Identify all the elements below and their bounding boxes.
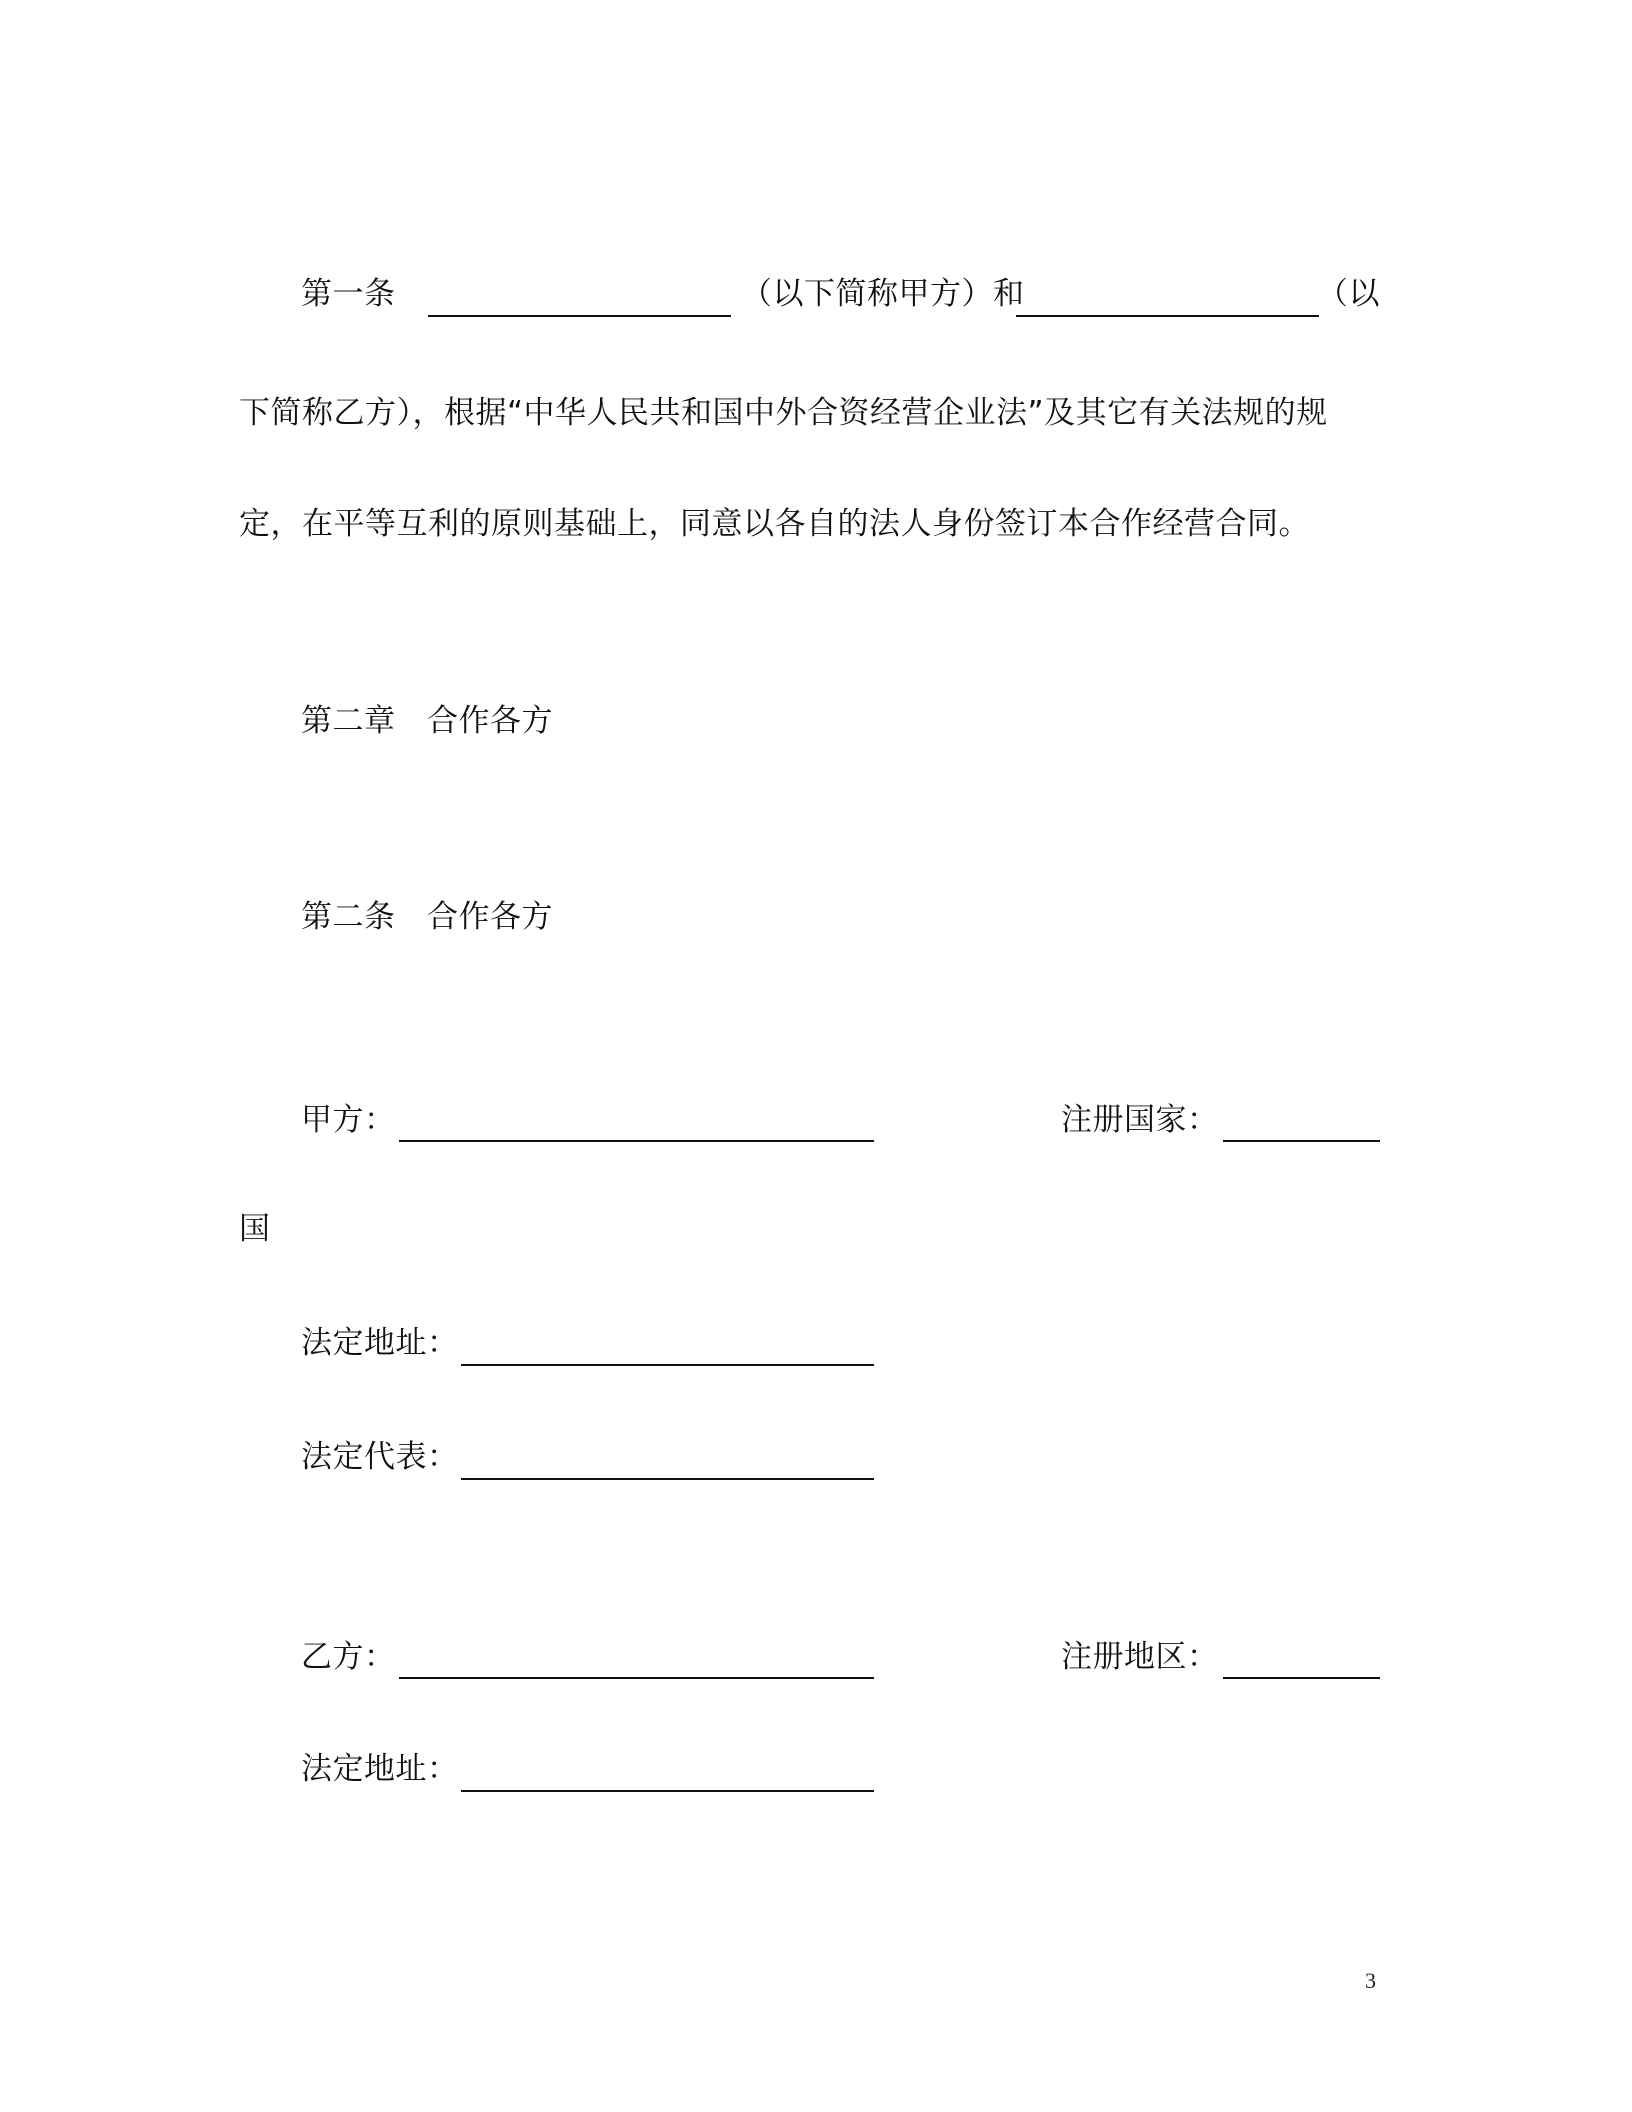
party-a-representative-field <box>461 1478 874 1480</box>
article1-label: 第一条 <box>301 276 396 312</box>
party-b-region-label: 注册地区： <box>1061 1639 1219 1675</box>
chapter2-heading: 第二章 合作各方 <box>301 703 553 739</box>
party-a-address-field <box>461 1364 874 1366</box>
page-number: 3 <box>1365 1968 1376 1993</box>
party-b-name-label: 乙方： <box>301 1639 396 1675</box>
party-b-address-field <box>461 1790 874 1792</box>
party-a-representative-label: 法定代表： <box>301 1439 459 1475</box>
party-a-country-label: 注册国家： <box>1061 1102 1219 1138</box>
party-b-name-field <box>399 1677 874 1679</box>
article1-party-b-alias-start: （以 <box>1317 276 1380 312</box>
party-a-name-label: 甲方： <box>301 1102 396 1138</box>
article1-line2: 下简称乙方），根据“中华人民共和国中外合资经营企业法”及其它有关法规的规 <box>239 395 1328 431</box>
article2-heading: 第二条 合作各方 <box>301 899 553 935</box>
party-a-country-field <box>1223 1140 1380 1142</box>
party-b-region-field <box>1223 1677 1380 1679</box>
article1-line3: 定，在平等互利的原则基础上，同意以各自的法人身份签订本合作经营合同。 <box>239 506 1310 542</box>
party-a-country-suffix: 国 <box>239 1211 271 1247</box>
party-a-address-label: 法定地址： <box>301 1325 459 1361</box>
party-a-name-field <box>399 1140 874 1142</box>
party-a-name-blank <box>428 315 731 317</box>
party-b-address-label: 法定地址： <box>301 1751 459 1787</box>
party-b-name-blank <box>1016 315 1319 317</box>
article1-party-a-alias: （以下简称甲方）和 <box>741 276 1025 312</box>
